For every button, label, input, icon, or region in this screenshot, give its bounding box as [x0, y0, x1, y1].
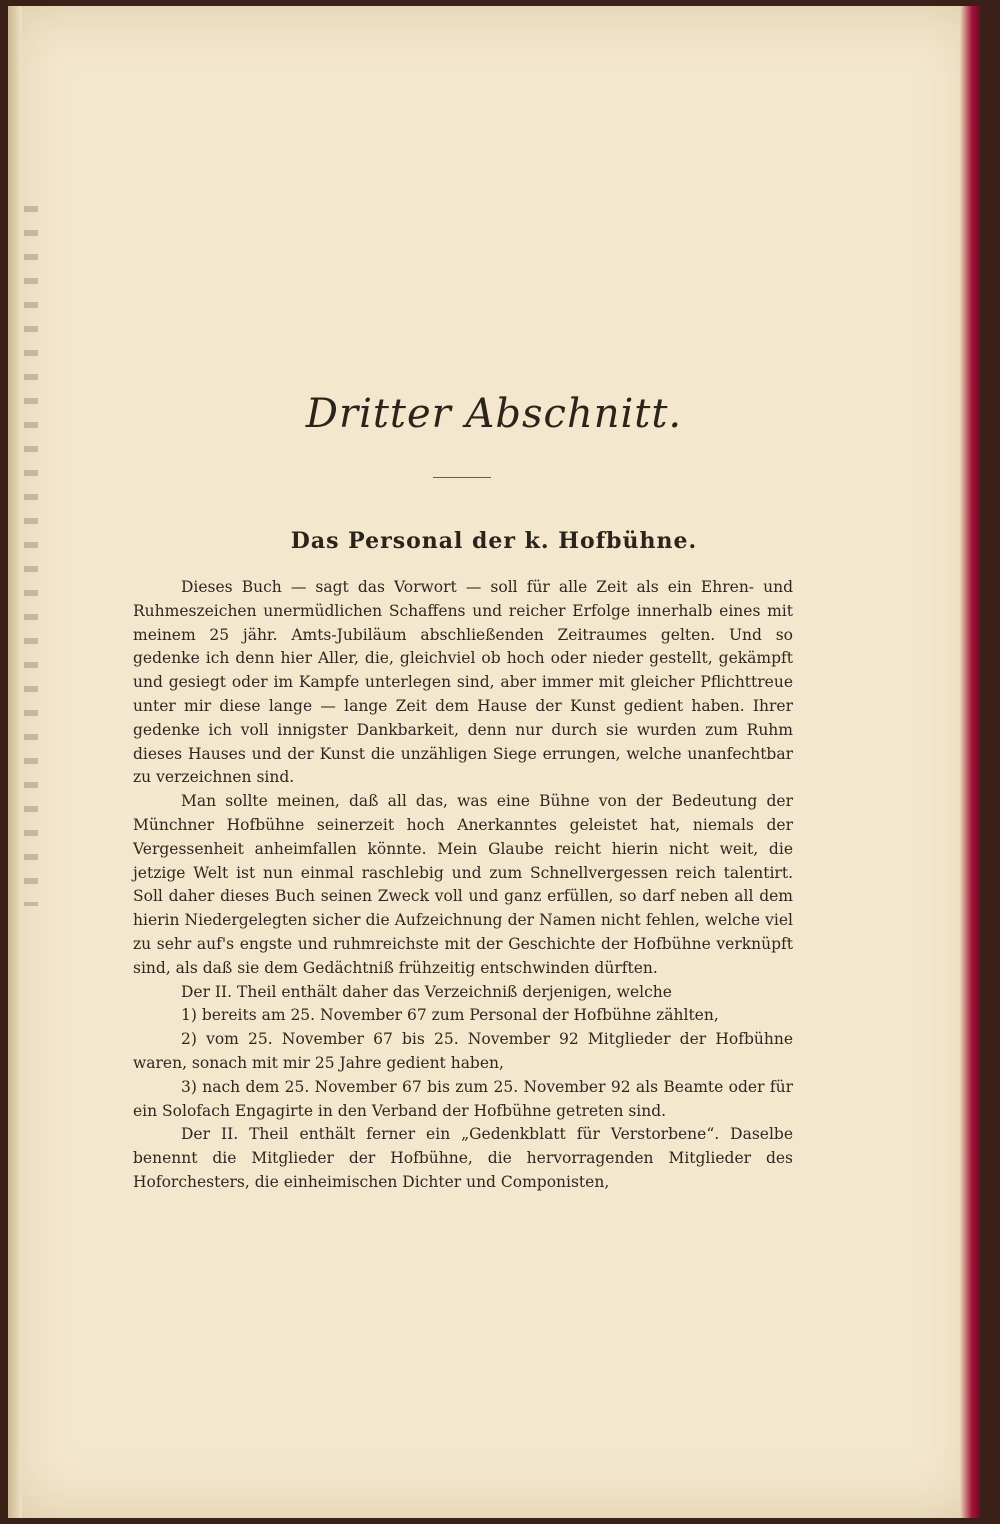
- body-text: [133, 576, 793, 1195]
- paragraph: Der II. Theil enthält daher das Verzeichniß derjenigen, welche: [181, 982, 672, 1001]
- list-item: 1) bereits am 25. November 67 zum Personal der Hofbühne zählten,: [181, 1006, 719, 1025]
- book-page: [8, 6, 980, 1518]
- paragraph: Dieses Buch — sagt das Vorwort — soll für alle Zeit als ein Ehren- und Ruhmeszeichen unermüdlichen Schaffens und reicher Erfolge innerhalb eines mit meinem 25 jähr. Amts-Jubiläum abschließenden Zeitraumes gelten. Und so gedenke ich denn hier Aller, die, gleichviel ob hoch oder nieder gestellt, gekämpft und gesiegt oder im Kampfe unterlegen sind, aber immer mit gleicher Pflichttreue unter mir diese lange — lange Zeit dem Hause der Kunst gedient haben. Ihrer gedenke ich voll innigster Dankbarkeit, denn nur durch sie wurden zum Ruhm dieses Hauses und der Kunst die unzähligen Siege errungen, welche unanfechtbar zu verzeichnen sind.: [133, 578, 793, 787]
- list-item: 2) vom 25. November 67 bis 25. November 92 Mitglieder der Hofbühne waren, sonach mit mir 25 Jahre gedient haben,: [133, 1030, 793, 1072]
- book-edge: [960, 6, 980, 1518]
- page-gutter: [8, 6, 22, 1518]
- paragraph: Man sollte meinen, daß all das, was eine Bühne von der Bedeutung der Münchner Hofbühne seinerzeit hoch Anerkanntes geleistet hat, niemals der Vergessenheit anheimfallen könnte. Mein Glaube reicht hierin nicht weit, die jetzige Welt ist nun einmal raschlebig und zum Schnellvergessen reich talentirt. Soll daher dieses Buch seinen Zweck voll und ganz erfüllen, so darf neben all dem hierin Niedergelegten sicher die Aufzeichnung der Namen nicht fehlen, welche viel zu sehr auf's engste und ruhmreichste mit der Geschichte der Hofbühne verknüpft sind, als daß sie dem Gedächtniß frühzeitig entschwinden dürften.: [133, 792, 793, 977]
- chapter-heading: Dritter Abschnitt.: [305, 391, 683, 437]
- bleed-through-text: [24, 206, 38, 906]
- divider-rule: [433, 477, 491, 478]
- section-title: Das Personal der k. Hofbühne.: [290, 528, 698, 554]
- paragraph: Der II. Theil enthält ferner ein „Gedenkblatt für Verstorbene“. Daselbe benennt die Mitglieder der Hofbühne, die hervorragenden Mitglieder des Hoforchesters, die einheimischen Dichter und Componisten,: [133, 1125, 793, 1191]
- list-item: 3) nach dem 25. November 67 bis zum 25. November 92 als Beamte oder für ein Solofach Engagirte in den Verband der Hofbühne getreten sind.: [133, 1077, 793, 1120]
